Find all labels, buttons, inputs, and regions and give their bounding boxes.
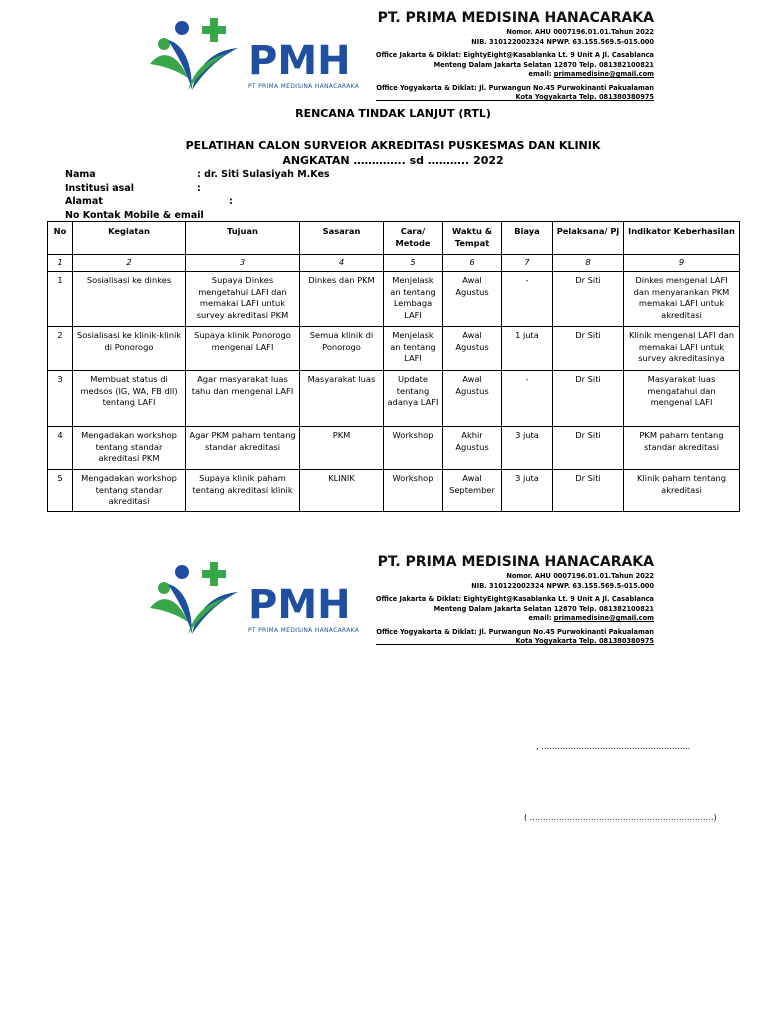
nama-value: : dr. Siti Sulasiyah M.Kes — [197, 169, 330, 180]
signature-name-line: ( ……………………………………………………………) — [524, 813, 717, 822]
identity-alamat — [65, 195, 233, 209]
document-title: RENCANA TINDAK LANJUT (RTL) — [295, 107, 491, 120]
table-cell: Update tentang adanya LAFI — [384, 371, 443, 427]
kontak-label: No Kontak Mobile & email — [65, 209, 204, 221]
company-name: PT. PRIMA MEDISINA HANACARAKA — [377, 10, 654, 26]
table-cell: Dinkes dan PKM — [300, 272, 384, 327]
table-cell: Membuat status di medsos (IG, WA, FB dll) tentang LAFI — [73, 371, 186, 427]
office-yogya-line-1: Office Yogyakarta & Diklat: Jl. Purwangun No.45 Purwokinanti Pakualaman — [376, 627, 654, 636]
column-header: Sasaran — [300, 222, 384, 255]
logo-figure-icon — [148, 558, 248, 638]
letterhead — [148, 8, 654, 101]
table-cell: Masyarakat luas mengatahui dan mengenal LAFI — [624, 371, 740, 427]
table-cell: 1 — [48, 272, 73, 327]
column-number: 6 — [443, 255, 502, 272]
table-cell: Akhir Agustus — [443, 427, 502, 470]
table-cell: 3 juta — [502, 427, 553, 470]
company-nomor: Nomor. AHU 0007196.01.01.Tahun 2022 — [506, 572, 654, 580]
header-divider — [376, 644, 654, 645]
column-number: 5 — [384, 255, 443, 272]
alamat-value: : — [229, 196, 233, 207]
column-number: 1 — [48, 255, 73, 272]
office-yogya-line-2: Kota Yogyakarta Telp. 081380380975 — [515, 637, 654, 645]
table-cell: Dinkes mengenal LAFI dan menyarankan PKM memakai LAFI untuk akreditasi — [624, 272, 740, 327]
table-cell: Sosialisasi ke dinkes — [73, 272, 186, 327]
logo-subtitle: PT PRIMA MEDISINA HANACARAKA — [248, 83, 360, 90]
column-header: Kegiatan — [73, 222, 186, 255]
column-number: 4 — [300, 255, 384, 272]
office-jakarta-line-1: Office Jakarta & Diklat: EightyEight@Kasablanka Lt. 9 Unit A Jl. Casablanca — [375, 51, 654, 59]
column-header: Cara/ Metode — [384, 222, 443, 255]
table-cell: 3 juta — [502, 470, 553, 512]
table-cell: - — [502, 371, 553, 427]
institusi-label: Institusi asal — [65, 182, 135, 194]
table-cell: Menjelask an tentang Lembaga LAFI — [384, 272, 443, 327]
table-cell: Mengadakan workshop tentang standar akreditasi — [73, 470, 186, 512]
column-number: 7 — [502, 255, 553, 272]
table-cell: - — [502, 272, 553, 327]
office-jakarta-line-1: Office Jakarta & Diklat: EightyEight@Kasablanka Lt. 9 Unit A Jl. Casablanca — [375, 595, 654, 603]
company-email-line — [364, 614, 654, 624]
table-cell: KLINIK — [300, 470, 384, 512]
table-cell: Awal Agustus — [443, 272, 502, 327]
table-cell: Supaya klinik paham tentang akreditasi klinik — [186, 470, 300, 512]
column-header: Waktu & Tempat — [443, 222, 502, 255]
table-cell: 4 — [48, 427, 73, 470]
table-cell: Mengadakan workshop tentang standar akreditasi PKM — [73, 427, 186, 470]
table-cell: Klinik mengenal LAFI dan memakai LAFI untuk survey akreditasinya — [624, 327, 740, 371]
column-number: 3 — [186, 255, 300, 272]
email-label: email: — [528, 70, 554, 78]
identity-kontak — [65, 209, 204, 223]
table-cell: 5 — [48, 470, 73, 512]
table-cell: 3 — [48, 371, 73, 427]
table-row — [48, 427, 740, 470]
company-info — [364, 8, 654, 103]
table-cell: Dr Siti — [553, 327, 624, 371]
logo-subtitle: PT PRIMA MEDISINA HANACARAKA — [248, 627, 360, 634]
table-cell: Workshop — [384, 427, 443, 470]
table-cell: Dr Siti — [553, 427, 624, 470]
institusi-value: : — [197, 182, 201, 194]
column-header: Pelaksana/ Pj — [553, 222, 624, 255]
table-cell: Awal Agustus — [443, 371, 502, 427]
letterhead — [148, 552, 654, 645]
column-header: Biaya — [502, 222, 553, 255]
rtl-table — [47, 221, 740, 512]
identity-block — [65, 168, 330, 222]
table-cell: Awal Agustus — [443, 327, 502, 371]
office-jakarta-line-2: Menteng Dalam Jakarta Selatan 12870 Telp. 081382100821 — [433, 604, 654, 613]
table-cell: Masyarakat luas — [300, 371, 384, 427]
document-subtitle-1: PELATIHAN CALON SURVEIOR AKREDITASI PUSKESMAS DAN KLINIK — [185, 139, 601, 152]
company-email-line — [364, 70, 654, 80]
table-cell: PKM — [300, 427, 384, 470]
table-cell: Supaya klinik Ponorogo mengenal LAFI — [186, 327, 300, 371]
company-nib: NIB. 310122002324 NPWP. 63.155.569.5-015.000 — [471, 581, 654, 590]
table-cell: 2 — [48, 327, 73, 371]
column-number-row — [48, 255, 740, 272]
column-number: 8 — [553, 255, 624, 272]
table-cell: Dr Siti — [553, 371, 624, 427]
office-yogya-line-2: Kota Yogyakarta Telp. 081380380975 — [515, 93, 654, 101]
company-logo — [148, 558, 368, 638]
column-number: 2 — [73, 255, 186, 272]
column-header: Indikator Keberhasilan — [624, 222, 740, 255]
table-row — [48, 272, 740, 327]
column-header: No — [48, 222, 73, 255]
email-label: email: — [528, 614, 554, 622]
table-cell: Agar PKM paham tentang standar akreditasi — [186, 427, 300, 470]
table-cell: 1 juta — [502, 327, 553, 371]
nama-label: Nama — [65, 169, 96, 180]
identity-institusi — [65, 182, 204, 196]
table-cell: Workshop — [384, 470, 443, 512]
table-cell: Dr Siti — [553, 272, 624, 327]
table-row — [48, 327, 740, 371]
table-cell: Dr Siti — [553, 470, 624, 512]
company-info — [364, 552, 654, 647]
column-number: 9 — [624, 255, 740, 272]
alamat-label: Alamat — [65, 196, 103, 207]
email-link[interactable]: primamedisine@gmail.com — [553, 70, 654, 78]
company-name: PT. PRIMA MEDISINA HANACARAKA — [377, 554, 654, 570]
logo-figure-icon — [148, 14, 248, 94]
company-logo — [148, 14, 368, 94]
table-row — [48, 470, 740, 512]
document-subtitle-2: ANGKATAN ………….. sd ……….. 2022 — [282, 154, 504, 167]
table-cell: Klinik paham tentang akreditasi — [624, 470, 740, 512]
header-divider — [376, 100, 654, 101]
table-cell: Awal September — [443, 470, 502, 512]
email-link[interactable]: primamedisine@gmail.com — [553, 614, 654, 622]
column-header: Tujuan — [186, 222, 300, 255]
table-cell: Agar masyarakat luas tahu dan mengenal LAFI — [186, 371, 300, 427]
table-cell: Menjelask an tentang LAFI — [384, 327, 443, 371]
table-row — [48, 371, 740, 427]
table-cell: Semua klinik di Ponorogo — [300, 327, 384, 371]
office-jakarta-line-2: Menteng Dalam Jakarta Selatan 12870 Telp. 081382100821 — [433, 60, 654, 69]
table-cell: PKM paham tentang standar akreditasi — [624, 427, 740, 470]
logo-text: PMH — [248, 38, 351, 84]
company-nomor: Nomor. AHU 0007196.01.01.Tahun 2022 — [506, 28, 654, 36]
identity-nama — [65, 168, 330, 182]
company-nib: NIB. 310122002324 NPWP. 63.155.569.5-015.000 — [471, 37, 654, 46]
logo-text: PMH — [248, 582, 351, 628]
office-yogya-line-1: Office Yogyakarta & Diklat: Jl. Purwangun No.45 Purwokinanti Pakualaman — [376, 83, 654, 92]
table-cell: Supaya Dinkes mengetahui LAFI dan memakai LAFI untuk survey akreditasi PKM — [186, 272, 300, 327]
table-header-row — [48, 222, 740, 255]
table-cell: Sosialisasi ke klinik-klinik di Ponorogo — [73, 327, 186, 371]
signature-place-date: , ……………………………………………….. — [536, 742, 691, 751]
